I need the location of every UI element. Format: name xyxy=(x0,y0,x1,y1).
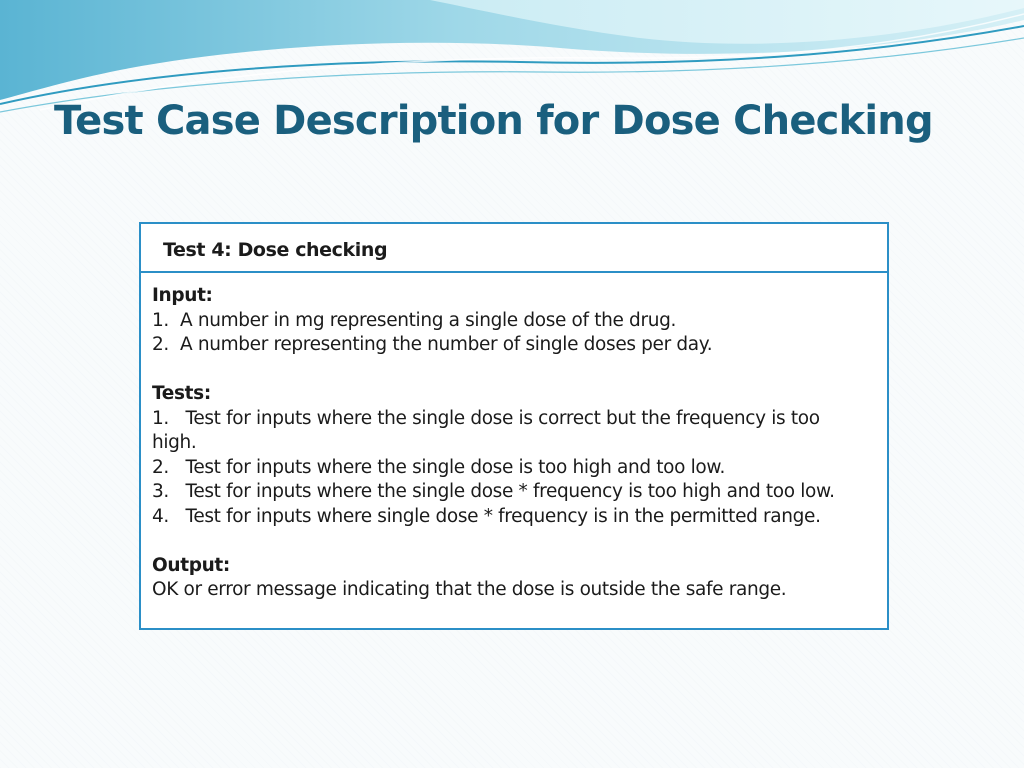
input-item-number: 2. xyxy=(152,334,169,355)
tests-item xyxy=(152,480,875,505)
tests-item-number: 3. xyxy=(152,481,169,502)
output-text: OK or error message indicating that the dose is outside the safe range. xyxy=(152,579,787,600)
slide-title: Test Case Description for Dose Checking xyxy=(54,98,933,144)
test-case-header: Test 4: Dose checking xyxy=(141,224,887,273)
test-case-box xyxy=(139,222,889,630)
tests-item-text: Test for inputs where the single dose is too high and too low. xyxy=(185,456,726,478)
tests-item xyxy=(152,505,875,530)
section-spacer xyxy=(152,358,875,383)
section-spacer xyxy=(152,529,875,554)
tests-item xyxy=(152,456,875,481)
input-item xyxy=(152,333,875,358)
tests-item-number: 2. xyxy=(152,456,169,478)
tests-item-text: Test for inputs where the single dose * frequency is too high and too low. xyxy=(185,481,835,502)
tests-item-text: Test for inputs where the single dose is correct but the frequency is too xyxy=(185,407,820,429)
tests-item-text: Test for inputs where single dose * frequency is in the permitted range. xyxy=(185,505,821,527)
tests-item-number: 1. xyxy=(152,407,169,429)
output-heading: Output: xyxy=(152,554,230,576)
tests-heading: Tests: xyxy=(152,383,211,404)
input-item-text: A number representing the number of single doses per day. xyxy=(180,334,713,355)
tests-item-number: 4. xyxy=(152,505,169,527)
input-heading: Input: xyxy=(152,285,213,306)
input-item-number: 1. xyxy=(152,309,169,331)
tests-item xyxy=(152,407,875,432)
input-item xyxy=(152,309,875,334)
tests-item-continuation: high. xyxy=(152,432,197,453)
test-case-body xyxy=(141,273,887,603)
input-item-text: A number in mg representing a single dose of the drug. xyxy=(180,309,676,331)
